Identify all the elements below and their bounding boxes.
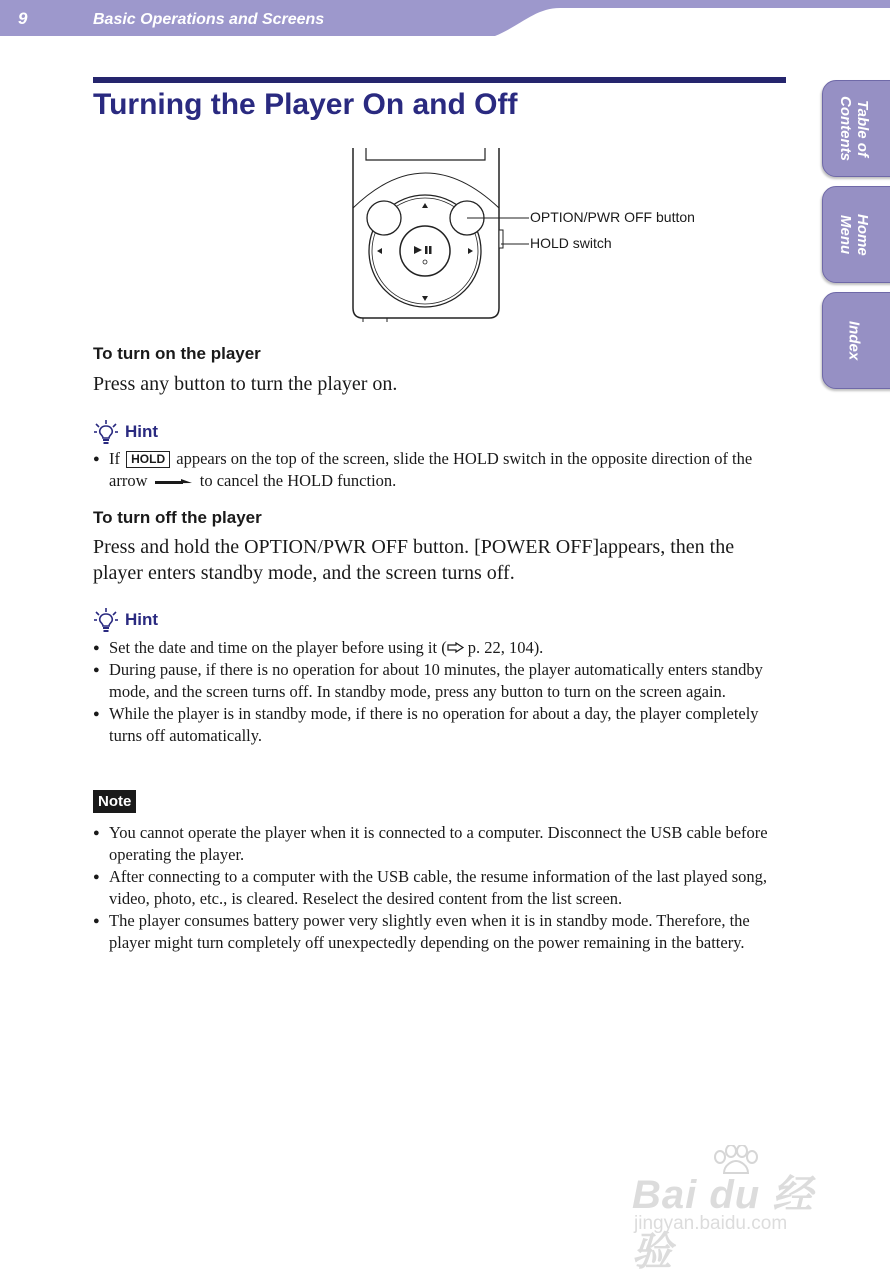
turn-off-text: Press and hold the OPTION/PWR OFF button. [POWER OFF]appears, then the player enters standby mode, and the screen turns off. [93,536,735,584]
note-list [93,822,793,954]
player-drawing [345,148,505,323]
hint-item: ● While the player is in standby mode, if there is no operation for about a day, the player completely turns off automatically. [93,703,793,747]
watermark-url: jingyan.baidu.com [634,1213,788,1234]
note-badge: Note [93,790,136,813]
hint-bulb-icon [93,419,119,445]
hint-heading-2 [93,607,158,633]
page-reference-icon [447,641,465,654]
hint-item [93,448,793,492]
arrow-icon [155,476,193,488]
hint2-item1-ref[interactable]: p. 22, 104). [467,638,544,657]
callout-hold-switch: HOLD switch [530,235,612,251]
hint-heading-1 [93,419,158,445]
hint1-text-post: to cancel the HOLD function. [199,471,397,490]
player-illustration [345,148,505,323]
note-item: ● After connecting to a computer with the USB cable, the resume information of the last played song, video, photo, etc., is cleared. Reselect the desired content from the list screen. [93,866,793,910]
hint-label-1: Hint [125,422,159,441]
tab-table-of-contents[interactable] [822,80,890,177]
tab-home-menu-label: Home Menu [837,213,871,256]
section-title: Basic Operations and Screens [93,11,325,28]
hint-item [93,637,793,659]
tab-home-menu[interactable] [822,186,890,283]
watermark-brand: Bai du 经验 [632,1173,814,1274]
hint-bulb-icon [93,607,119,633]
hint-label-2: Hint [125,610,159,629]
tab-index[interactable] [822,292,890,389]
page-number: 9 [18,9,28,28]
hint-list-2 [93,637,793,747]
hint-item: ● During pause, if there is no operation for about 10 minutes, the player automatically enters standby mode, and the screen turns off. In standby mode, press any button to turn on the screen again. [93,659,793,703]
baidu-watermark [632,1145,842,1274]
note-item: ● The player consumes battery power very slightly even when it is in standby mode. Therefore, the player might turn completely off unexpectedly depending on the power remaining in the battery. [93,910,793,954]
hint-list-1 [93,448,793,492]
callout-option-button: OPTION/PWR OFF button [530,209,695,225]
hint1-text-pre: If [109,449,120,468]
page-title: Turning the Player On and Off [93,88,518,121]
hold-icon: HOLD [126,451,170,468]
hint1-text-mid: appears on the top of the screen, slide the HOLD switch in the opposite direction of the arrow [109,449,753,490]
tab-table-of-contents-label: Table of Contents [837,96,871,161]
tab-index-label: Index [845,320,863,361]
title-rule [93,77,786,83]
note-item: ● You cannot operate the player when it is connected to a computer. Disconnect the USB cable before operating the player. [93,822,793,866]
callout-lines [505,210,531,250]
turn-on-text: Press any button to turn the player on. [93,373,398,395]
turn-off-heading: To turn off the player [93,508,262,527]
turn-on-heading: To turn on the player [93,344,261,363]
hint2-item1-pre: Set the date and time on the player before using it ( [109,638,447,657]
